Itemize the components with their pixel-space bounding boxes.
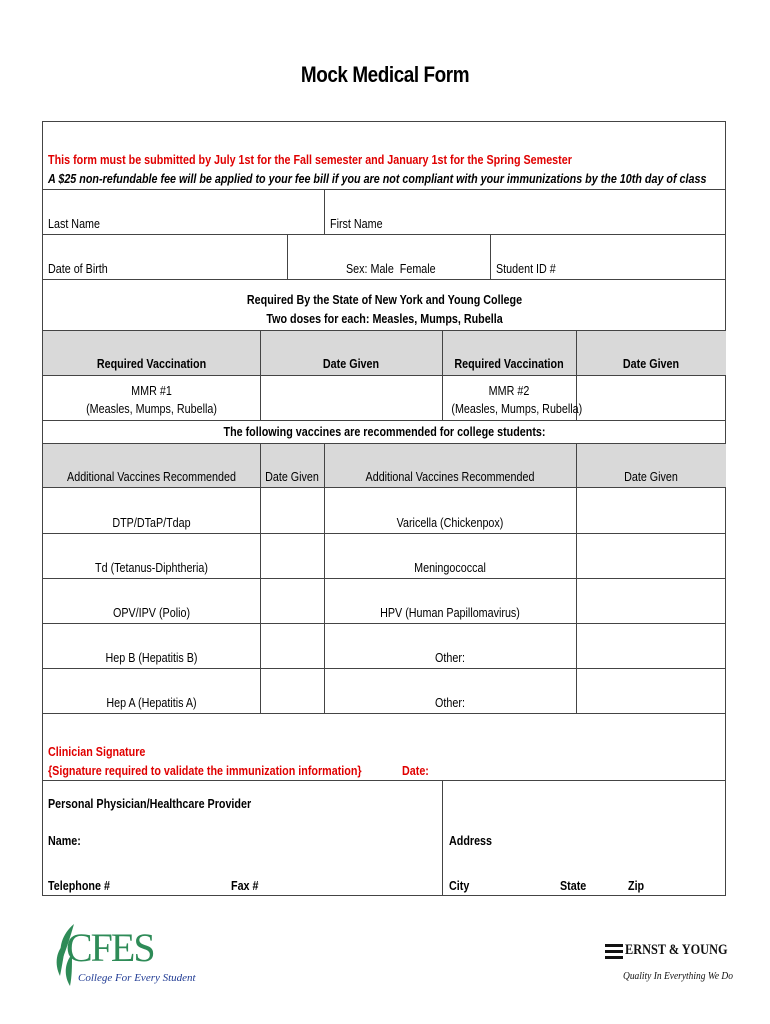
rec-col-date-2: Date Given [624,470,678,484]
first-name-label: First Name [330,217,383,231]
date-field-meningococcal[interactable] [577,534,726,578]
req-col-date-1: Date Given [322,357,380,371]
vaccine-hep-a: Hep A (Hepatitis A) [106,696,197,710]
vaccine-dtp: DTP/DTaP/Tdap [112,516,191,530]
signature-note: {Signature required to validate the immunization information} [48,764,362,778]
ey-bars-icon [605,944,623,960]
vaccine-hep-b: Hep B (Hepatitis B) [105,651,198,665]
provider-state-label: State [560,879,587,893]
date-field-polio[interactable] [261,579,324,623]
rec-col-vaccine-2: Additional Vaccines Recommended [365,470,535,484]
mmr2-date-field[interactable] [577,376,726,420]
date-field-td[interactable] [261,534,324,578]
recommended-heading: The following vaccines are recommended for college students: [223,425,546,439]
provider-heading: Personal Physician/Healthcare Provider [48,797,252,811]
date-field-hep-b[interactable] [261,624,324,668]
provider-address-label: Address [449,834,493,848]
clinician-signature-label: Clinician Signature [48,745,146,759]
cfes-mark: CFES [66,925,154,970]
vaccine-td: Td (Tetanus-Diphtheria) [95,561,208,575]
rec-col-date-1: Date Given [265,470,319,484]
ey-tagline: Quality In Everything We Do [623,970,733,982]
deadline-notice: This form must be submitted by July 1st for the Fall semester and January 1st for the Spring Semester [48,153,572,167]
req-col-date-2: Date Given [622,357,680,371]
vaccine-other-1: Other: [435,651,465,665]
req-col-vaccination-1: Required Vaccination [96,357,207,371]
mmr2-label: MMR #2 [488,384,530,398]
provider-zip-label: Zip [628,879,645,893]
date-field-other-1[interactable] [577,624,726,668]
date-field-varicella[interactable] [577,488,726,533]
date-field-dtp[interactable] [261,488,324,533]
mmr2-detail: (Measles, Mumps, Rubella) [451,402,583,416]
rec-col-vaccine-1: Additional Vaccines Recommended [67,470,236,484]
fee-notice: A $25 non-refundable fee will be applied to your fee bill if you are not compliant with your immunizations by the 10th day of class [48,172,707,186]
signature-date-label: Date: [402,764,429,778]
ey-logo [605,942,733,992]
mmr1-detail: (Measles, Mumps, Rubella) [86,402,217,416]
vaccine-meningococcal: Meningococcal [414,561,486,575]
provider-fax-label: Fax # [231,879,259,893]
required-heading-2: Two doses for each: Measles, Mumps, Rubella [266,312,503,326]
required-heading-1: Required By the State of New York and Young College [246,293,523,307]
date-field-hpv[interactable] [577,579,726,623]
date-field-other-2[interactable] [577,669,726,713]
cfes-tagline: College For Every Student [78,972,196,984]
vaccine-varicella: Varicella (Chickenpox) [396,516,504,530]
student-id-label: Student ID # [496,262,556,276]
dob-label: Date of Birth [48,262,108,276]
mmr1-date-field[interactable] [261,376,442,420]
mmr1-label: MMR #1 [131,384,172,398]
vaccine-hpv: HPV (Human Papillomavirus) [380,606,520,620]
vaccine-polio: OPV/IPV (Polio) [112,606,191,620]
sex-label: Sex: Male Female [346,262,436,276]
last-name-label: Last Name [48,217,100,231]
provider-city-label: City [449,879,470,893]
req-col-vaccination-2: Required Vaccination [454,357,564,371]
ey-mark: ERNST & YOUNG [625,942,728,958]
page-title: Mock Medical Form [300,62,470,87]
provider-name-label: Name: [48,834,81,848]
date-field-hep-a[interactable] [261,669,324,713]
provider-telephone-label: Telephone # [48,879,110,893]
cfes-logo [52,920,202,992]
vaccine-other-2: Other: [435,696,465,710]
